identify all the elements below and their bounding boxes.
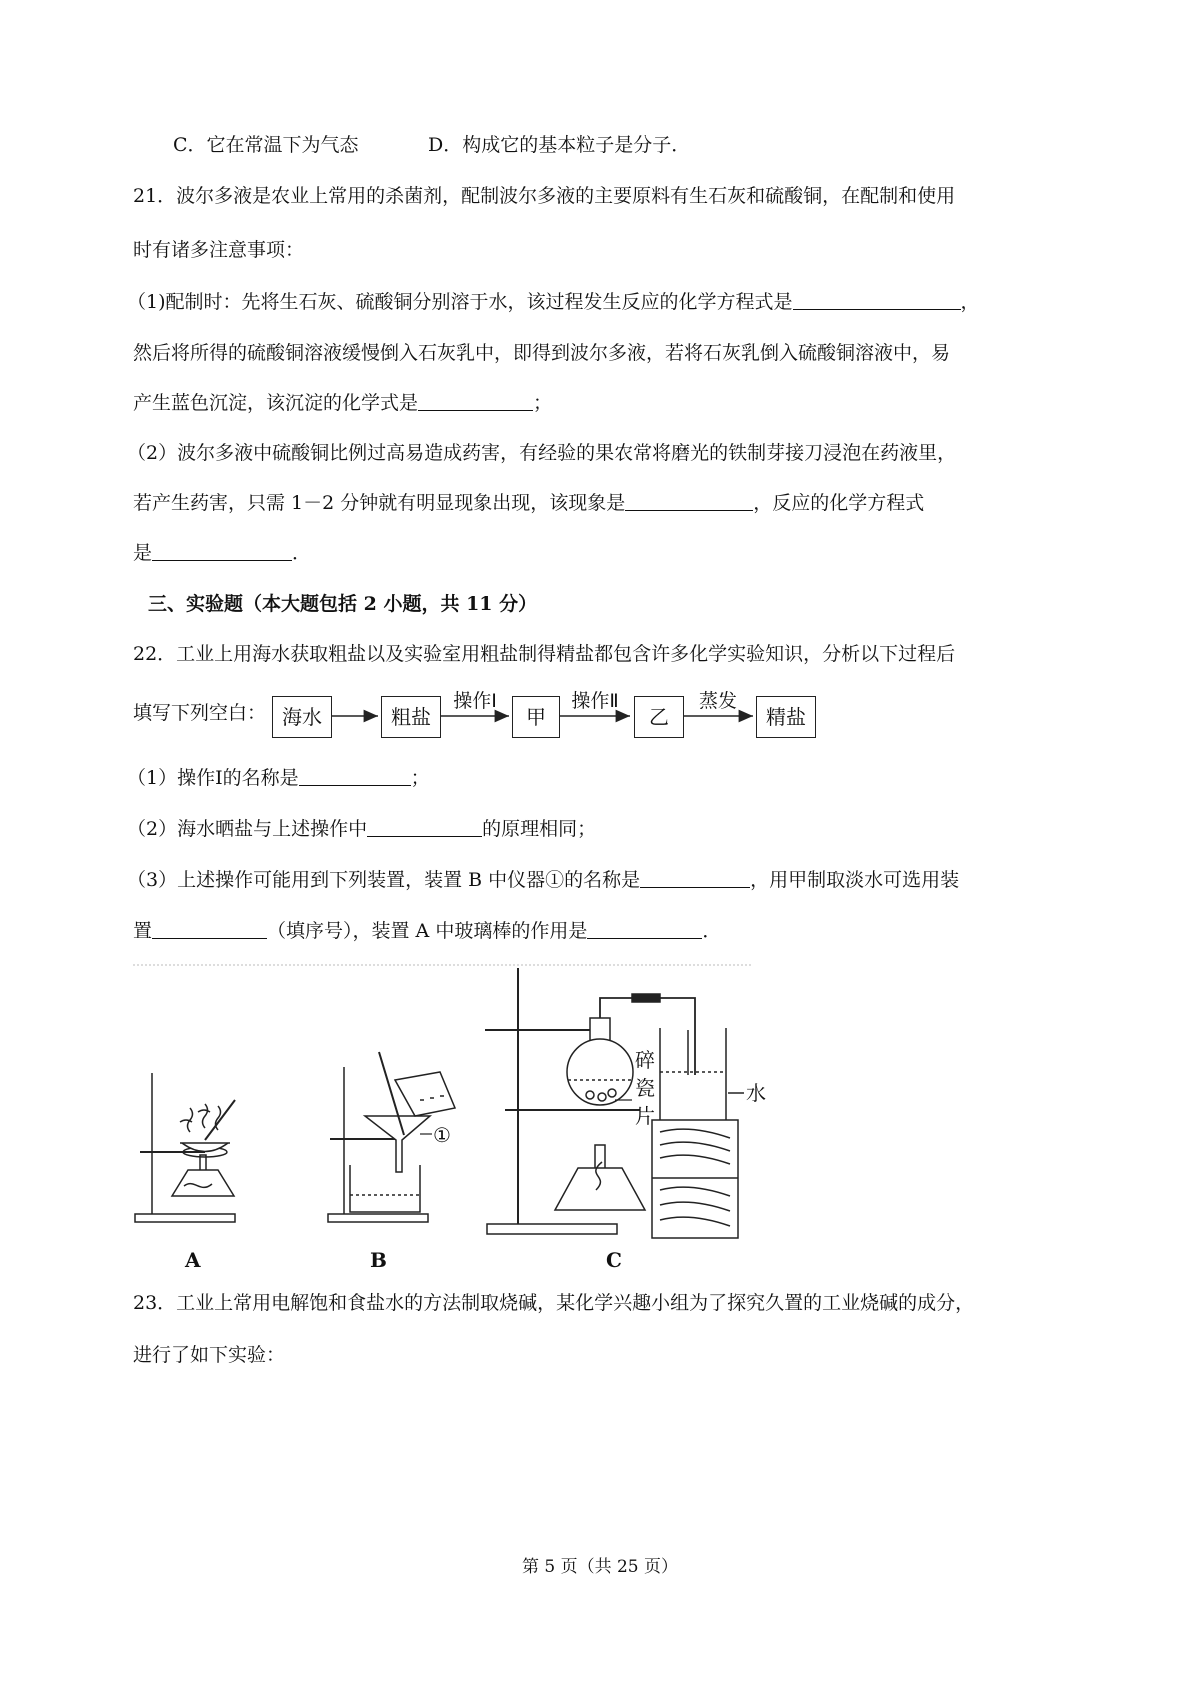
flow-box-yi: 乙 [634,696,684,738]
label-c: C [606,1248,622,1272]
page-footer: 第 5 页（共 25 页） [521,1557,679,1577]
q21-part1-text: （1)配制时：先将生石灰、硫酸铜分别溶于水，该过程发生反应的化学方程式是 [127,291,793,313]
apparatus-a [135,1073,235,1222]
label-water: 水 [746,1081,766,1105]
q21-intro-2: 时有诸多注意事项： [133,239,305,261]
q22-part2-text: （2）海水晒盐与上述操作中 [127,818,368,840]
flow-box-seawater: 海水 [272,696,332,738]
punct: ， [960,291,980,313]
q23-intro-2: 进行了如下实验： [133,1344,286,1366]
q21-part2-text3: 是 [133,542,153,564]
flow-box-refined-salt: 精盐 [756,696,816,738]
flow-op2-label: 操作Ⅱ [571,690,619,712]
label-b: B [370,1248,387,1272]
punct: ； [533,392,553,414]
q22-part3-mid: ，用甲制取淡水可选用装 [750,869,960,891]
punct: ． [292,542,312,564]
punct: ． [702,920,722,942]
q21-part1-text3: 产生蓝色沉淀，该沉淀的化学式是 [133,392,419,414]
q22-intro-2: 填写下列空白： [133,702,267,724]
flow-evap-label: 蒸发 [698,690,737,712]
punct: ； [410,767,430,789]
label-ci: 瓷 [635,1076,655,1100]
q22-intro-1: 22．工业上用海水获取粗盐以及实验室用粗盐制得精盐都包含许多化学实验知识，分析以下过程后 [133,643,956,665]
label-circle-1: ① [433,1123,451,1147]
q21-part2-line1: （2）波尔多液中硫酸铜比例过高易造成药害，有经验的果农常将磨光的铁制芽接刀浸泡在药液里， [127,442,957,464]
q21-intro-1: 21．波尔多液是农业上常用的杀菌剂，配制波尔多液的主要原料有生石灰和硫酸铜，在配制和使用 [133,185,956,207]
section-3-title: 三、实验题（本大题包括 2 小题，共 11 分） [148,593,538,615]
option-c: C．它在常温下为气态 [173,134,359,156]
label-pian: 片 [635,1104,655,1128]
apparatus-c [485,968,744,1238]
q22-part3-mid2: （填序号），装置 A 中玻璃棒的作用是 [267,920,588,942]
flow-op1-label: 操作Ⅰ [453,690,497,712]
option-d: D．构成它的基本粒子是分子． [428,134,691,156]
q21-part2-text2b: ，反应的化学方程式 [753,492,925,514]
q22-part1-text: （1）操作Ⅰ的名称是 [127,767,299,789]
q23-intro-1: 23．工业上常用电解饱和食盐水的方法制取烧碱，某化学兴趣小组为了探究久置的工业烧碱的成分， [133,1292,975,1314]
q22-part3-text: （3）上述操作可能用到下列装置，装置 B 中仪器①的名称是 [127,869,641,891]
q21-part1-line2: 然后将所得的硫酸铜溶液缓慢倒入石灰乳中，即得到波尔多液，若将石灰乳倒入硫酸铜溶液中，易 [133,342,951,364]
label-sui: 碎 [635,1048,655,1072]
flow-box-jia: 甲 [512,696,560,738]
label-a: A [185,1248,201,1272]
q22-part2-end: 的原理相同； [482,818,597,840]
flow-box-crude-salt: 粗盐 [381,696,441,738]
q22-part3-text2: 置 [133,920,153,942]
q21-part2-text2: 若产生药害，只需 1－2 分钟就有明显现象出现，该现象是 [133,492,626,514]
